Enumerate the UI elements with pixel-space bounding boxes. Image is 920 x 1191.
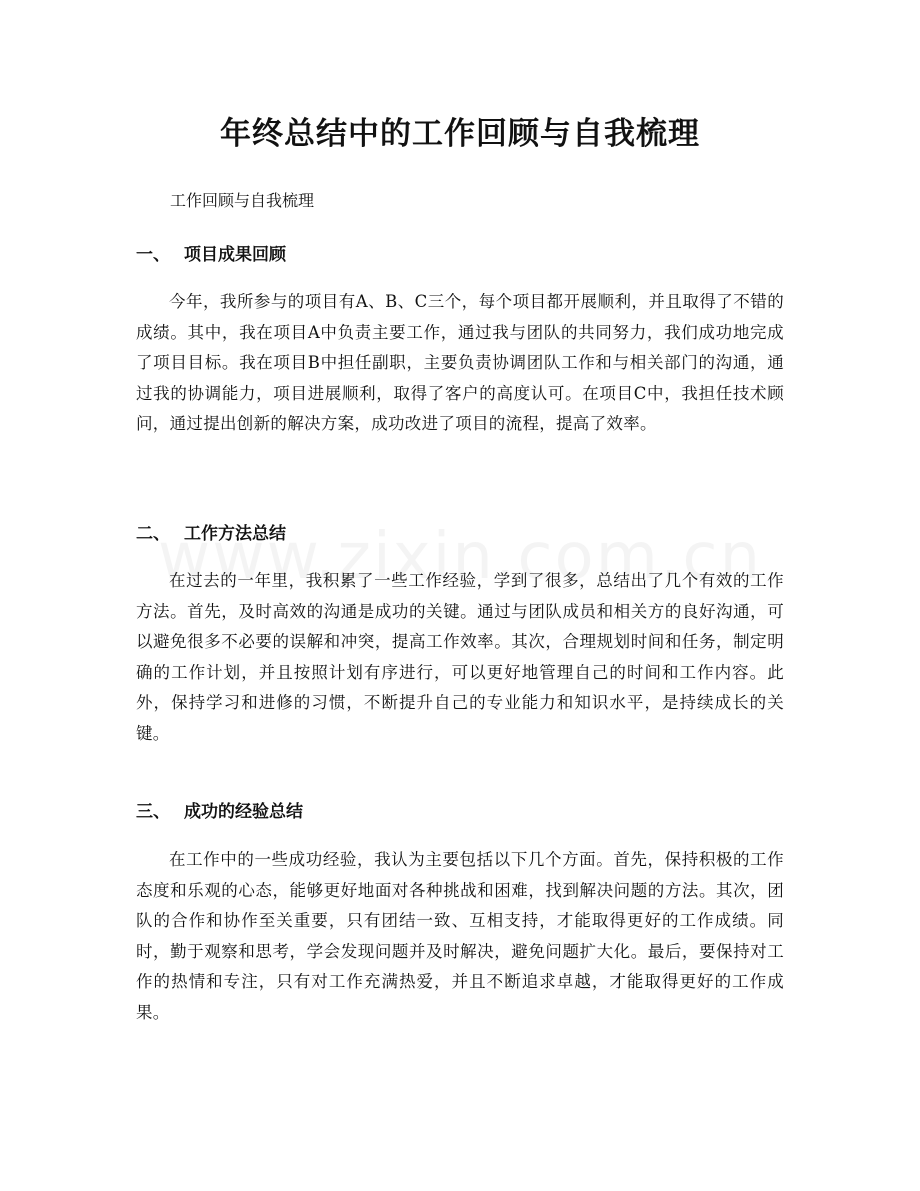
document-subtitle: 工作回顾与自我梳理	[170, 191, 315, 210]
section-1-body: 今年，我所参与的项目有A、B、C三个，每个项目都开展顺利，并且取得了不错的成绩。其中，我在项目A中负责主要工作，通过我与团队的共同努力，我们成功地完成了项目目标。我在项目B中担任副职，主要负责协调团队工作和与相关部门的沟通，通过我的协调能力，项目进展顺利，取得了客户的高度认可。在项目C中，我担任技术顾问，通过提出创新的解决方案，成功改进了项目的流程，提高了效率。	[136, 292, 784, 434]
section-3-body: 在工作中的一些成功经验，我认为主要包括以下几个方面。首先，保持积极的工作态度和乐观的心态，能够更好地面对各种挑战和困难，找到解决问题的方法。其次，团队的合作和协作至关重要，只有团结一致、互相支持，才能取得更好的工作成绩。同时，勤于观察和思考，学会发现问题并及时解决，避免问题扩大化。最后，要保持对工作的热情和专注，只有对工作充满热爱，并且不断追求卓越，才能取得更好的工作成果。	[136, 850, 784, 1022]
section-1-title: 项目成果回顾	[184, 245, 286, 265]
section-2-body: 在过去的一年里，我积累了一些工作经验，学到了很多，总结出了几个有效的工作方法。首先，及时高效的沟通是成功的关键。通过与团队成员和相关方的良好沟通，可以避免很多不必要的误解和冲突，提高工作效率。其次，合理规划时间和任务，制定明确的工作计划，并且按照计划有序进行，可以更好地管理自己的时间和工作内容。此外，保持学习和进修的习惯，不断提升自己的专业能力和知识水平，是持续成长的关键。	[136, 571, 784, 743]
section-2-heading	[136, 519, 286, 544]
page-title: 年终总结中的工作回顾与自我梳理	[220, 116, 700, 152]
section-3-heading	[136, 797, 303, 822]
section-1-number: 一、	[136, 245, 170, 265]
section-3-title: 成功的经验总结	[184, 802, 303, 822]
section-2-number: 二、	[136, 524, 170, 544]
section-3-number: 三、	[136, 802, 170, 822]
section-2-title: 工作方法总结	[184, 524, 286, 544]
section-1-heading	[136, 240, 286, 265]
